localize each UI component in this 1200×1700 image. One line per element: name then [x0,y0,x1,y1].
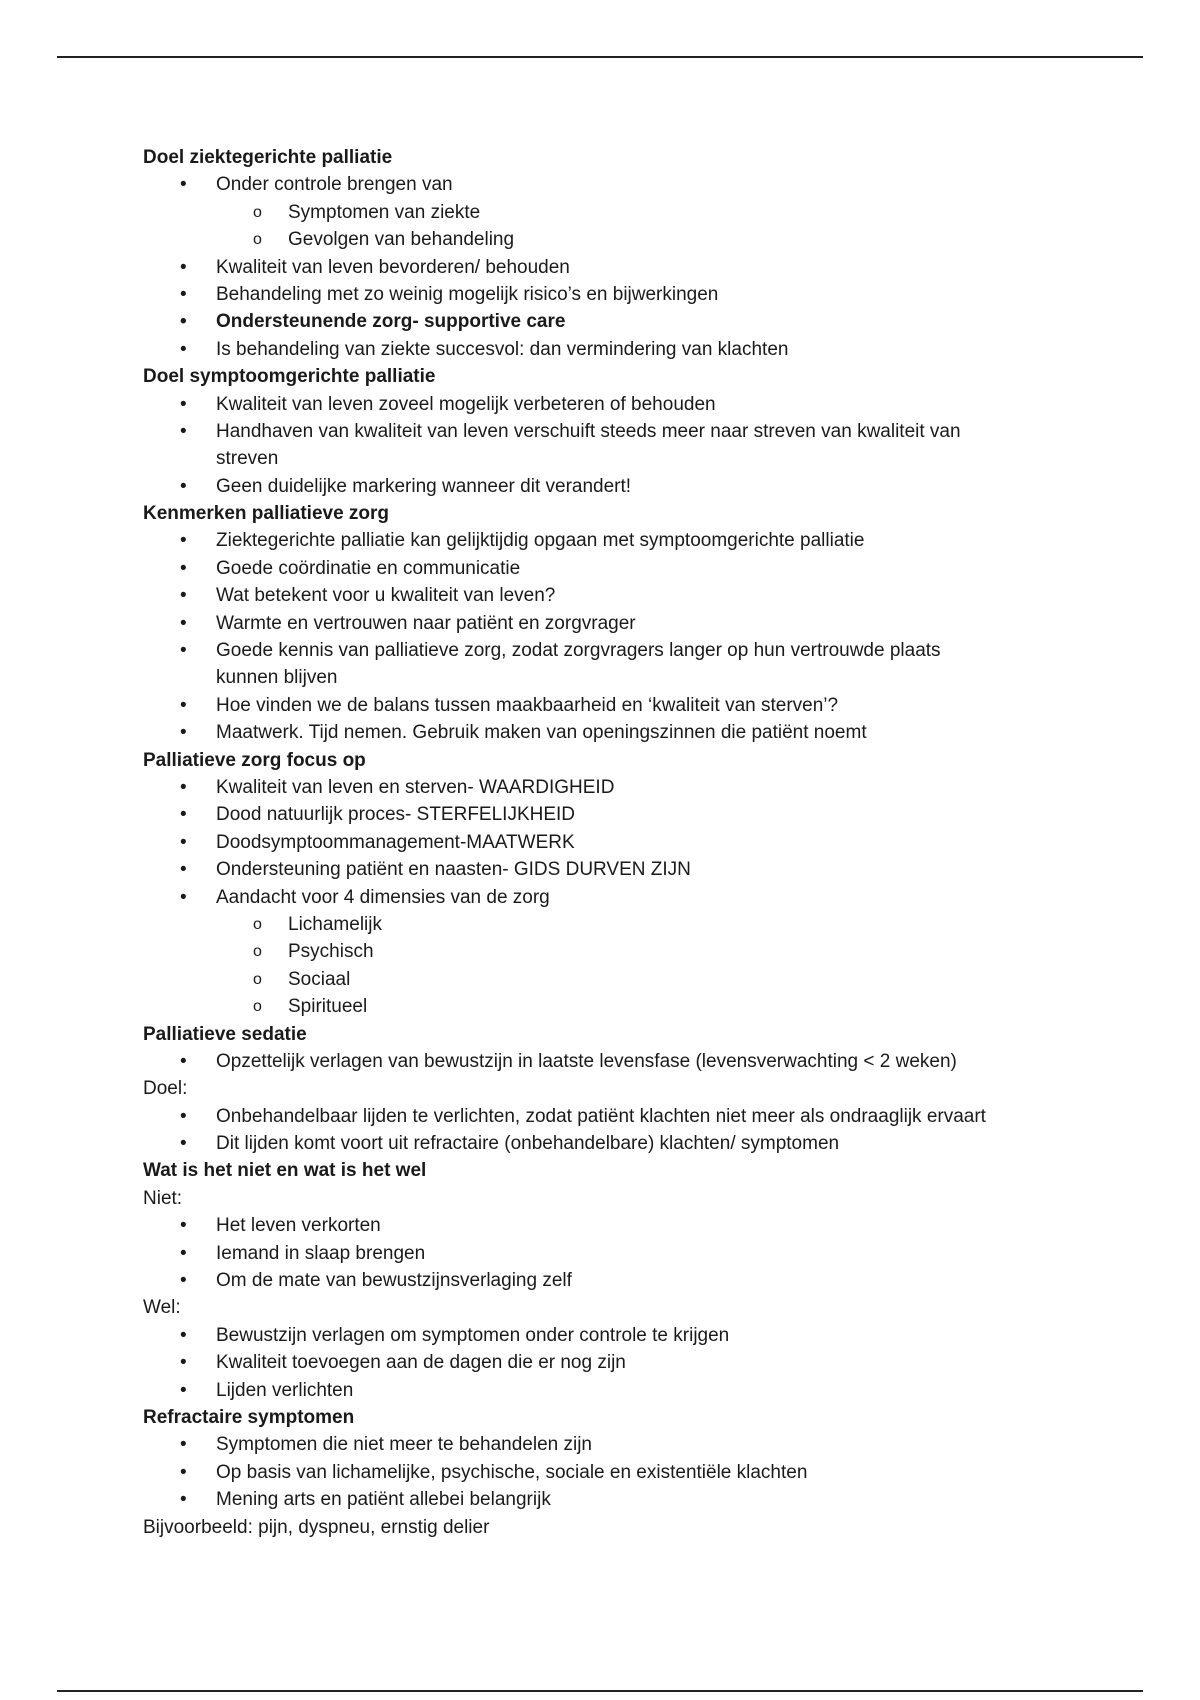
bullet-item: • Ziektegerichte palliatie kan gelijktijdig opgaan met symptoomgerichte palliatie [143,527,1103,554]
bullet-item: • Warmte en vertrouwen naar patiënt en zorgvrager [143,610,1103,637]
section-heading: Doel ziektegerichte palliatie [143,147,393,168]
bullet-item: • Bewustzijn verlagen om symptomen onder controle te krijgen [143,1322,1103,1349]
sub-bullet-item: o Symptomen van ziekte [143,199,1103,226]
bullet-item: • Ondersteuning patiënt en naasten- GIDS DURVEN ZIJN [143,856,1103,883]
bullet-item: • Kwaliteit van leven bevorderen/ behouden [143,254,1103,281]
bullet-item: • Kwaliteit toevoegen aan de dagen die er nog zijn [143,1349,1103,1376]
section-heading: Refractaire symptomen [143,1406,355,1428]
page-top-rule [57,56,1143,58]
sub-bullet-item: o Sociaal [143,966,1103,993]
bullet-item: • Doodsymptoommanagement-MAATWERK [143,829,1103,856]
bullet-item: • Goede kennis van palliatieve zorg, zodat zorgvragers langer op hun vertrouwde plaats [143,637,1103,664]
bullet-item: • Mening arts en patiënt allebei belangrijk [143,1486,1103,1513]
section-heading: Doel symptoomgerichte palliatie [143,366,436,388]
section-label: Doel: [143,1078,188,1100]
bullet-item: • Het leven verkorten [143,1212,1103,1239]
bullet-item: • Om de mate van bewustzijnsverlaging zelf [143,1267,1103,1294]
bullet-item: • Goede coördinatie en communicatie [143,555,1103,582]
page-bottom-rule [57,1690,1143,1692]
bullet-item: • Behandeling met zo weinig mogelijk risico’s en bijwerkingen [143,281,1103,308]
sub-bullet-item: o Spiritueel [143,993,1103,1020]
bullet-item: • Op basis van lichamelijke, psychische, sociale en existentiële klachten [143,1459,1103,1486]
sub-bullet-item: o Gevolgen van behandeling [143,226,1103,253]
bullet-item: • Hoe vinden we de balans tussen maakbaarheid en ‘kwaliteit van sterven’? [143,692,1103,719]
section-heading: Kenmerken palliatieve zorg [143,503,390,525]
sub-bullet-item: o Psychisch [143,938,1103,965]
bullet-item: • Dit lijden komt voort uit refractaire (onbehandelbare) klachten/ symptomen [143,1130,1103,1157]
bullet-item-continuation: kunnen blijven [216,667,338,689]
section-heading: Palliatieve zorg focus op [143,749,366,771]
bullet-item: • Onbehandelbaar lijden te verlichten, zodat patiënt klachten niet meer als ondraaglijk ervaart [143,1103,1103,1130]
bullet-item: • Kwaliteit van leven zoveel mogelijk verbeteren of behouden [143,391,1103,418]
bullet-item: • Maatwerk. Tijd nemen. Gebruik maken van openingszinnen die patiënt noemt [143,719,1103,746]
sub-bullet-item: o Lichamelijk [143,911,1103,938]
section-label: Niet: [143,1187,183,1209]
bullet-item: • Is behandeling van ziekte succesvol: dan vermindering van klachten [143,336,1103,363]
bullet-item: • Kwaliteit van leven en sterven- WAARDIGHEID [143,774,1103,801]
bullet-item: • Aandacht voor 4 dimensies van de zorg [143,884,1103,911]
bullet-item: • Wat betekent voor u kwaliteit van leven? [143,582,1103,609]
section-heading: Wat is het niet en wat is het wel [143,1160,427,1182]
bullet-item: • Ondersteunende zorg- supportive care [143,308,1103,335]
bullet-item: • Handhaven van kwaliteit van leven verschuift steeds meer naar streven van kwaliteit van [143,418,1103,445]
section-label: Wel: [143,1297,181,1319]
section-label: Bijvoorbeeld: pijn, dyspneu, ernstig delier [143,1516,490,1538]
bullet-item-continuation: streven [216,448,279,470]
document-body [143,144,1103,1541]
bullet-item: • Opzettelijk verlagen van bewustzijn in laatste levensfase (levensverwachting < 2 weken) [143,1048,1103,1075]
bullet-item: • Symptomen die niet meer te behandelen zijn [143,1431,1103,1458]
bullet-item: • Lijden verlichten [143,1377,1103,1404]
bullet-item: • Dood natuurlijk proces- STERFELIJKHEID [143,801,1103,828]
bullet-item: • Onder controle brengen van [143,171,1103,198]
bullet-item: • Geen duidelijke markering wanneer dit verandert! [143,473,1103,500]
bullet-item: • Iemand in slaap brengen [143,1240,1103,1267]
section-heading: Palliatieve sedatie [143,1023,307,1045]
